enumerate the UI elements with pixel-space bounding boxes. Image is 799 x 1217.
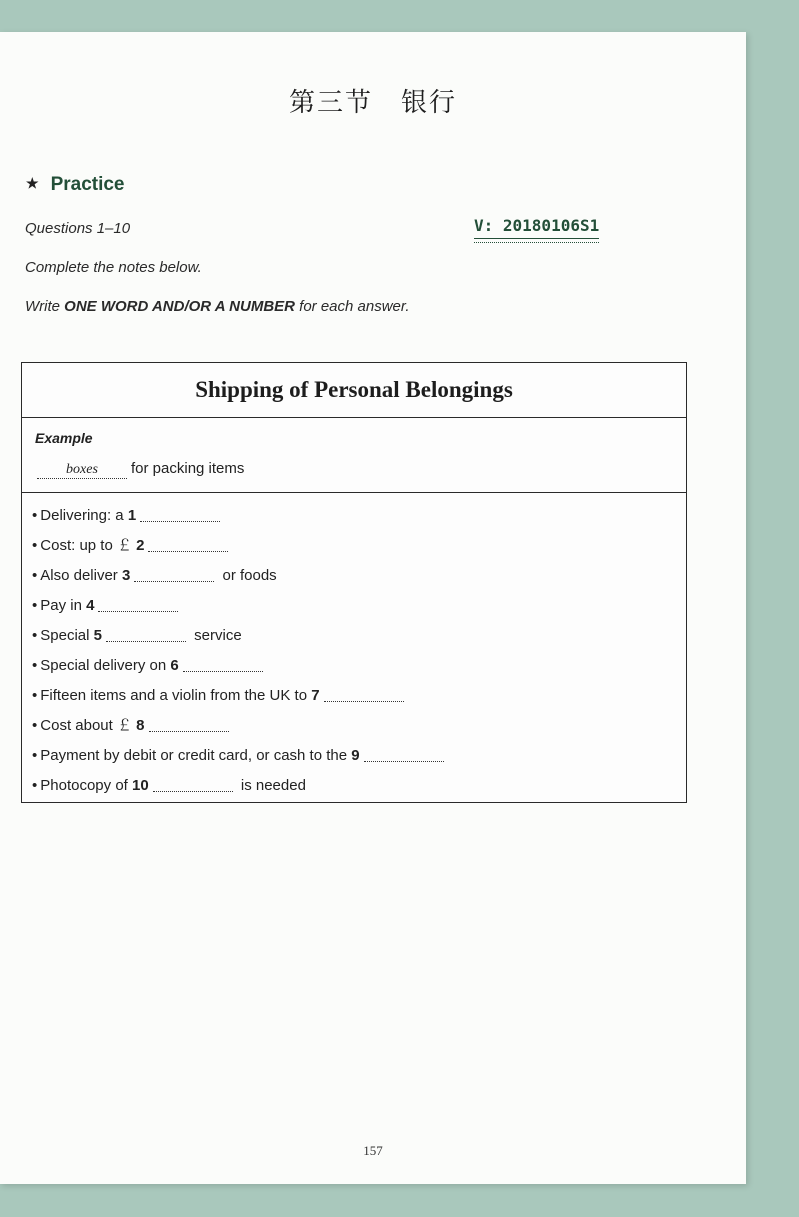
question-number: 5 [93,627,102,644]
bullet: • [32,627,38,644]
note-text: Also deliver [40,567,122,584]
page-sheet [0,32,746,1184]
instruction-suffix: for each answer. [295,298,410,315]
bullet: • [32,537,38,554]
answer-gap-10[interactable] [153,777,233,792]
note-text-after: or foods [218,567,277,584]
question-number: 8 [136,717,145,734]
note-text: Special delivery on [40,657,171,674]
question-number: 2 [136,537,145,554]
bullet: • [32,777,38,794]
question-number: 6 [170,657,179,674]
bullet: • [32,567,38,584]
question-number: 9 [351,747,360,764]
question-number: 3 [121,567,131,584]
bullet: • [32,507,38,524]
question-number: 7 [311,687,320,704]
question-number: 10 [132,777,149,794]
note-text: Special [40,627,94,644]
question-number: 1 [127,507,137,524]
question-number: 4 [86,597,95,614]
notes-box [21,362,687,803]
answer-gap-5[interactable] [106,627,186,642]
note-item-7 [22,685,686,715]
bullet: • [32,597,38,614]
note-item-6 [22,655,686,685]
answer-gap-7[interactable] [324,687,404,702]
note-text: Cost about ￡ [40,717,137,734]
note-item-8 [22,715,686,745]
note-text: Pay in [40,597,87,614]
page-number: 157 [363,1143,383,1158]
example-line [37,460,244,479]
bullet: • [32,717,38,734]
example-text: for packing items [131,460,245,477]
answer-gap-1[interactable] [140,507,220,522]
note-item-2 [22,535,686,565]
instruction-complete: Complete the notes below. [25,259,202,276]
note-text: Cost: up to ￡ [40,537,137,554]
notes-list [22,493,686,805]
note-item-9 [22,745,686,775]
note-text: Payment by debit or credit card, or cash to the [40,747,352,764]
star-icon: ★ [26,175,39,191]
note-item-4 [22,595,686,625]
bullet: • [32,747,38,764]
note-item-10 [22,775,686,805]
note-text-after: service [189,627,242,644]
answer-gap-4[interactable] [98,597,178,612]
instruction-prefix: Write [25,298,65,315]
note-item-3 [22,565,686,595]
section-title: 第三节 银行 [288,88,457,118]
bullet: • [32,657,38,674]
answer-gap-9[interactable] [364,747,444,762]
practice-label: Practice [50,174,125,195]
instruction-word-limit [25,298,410,315]
note-item-1 [22,505,686,535]
note-text: Photocopy of [40,777,132,794]
practice-heading [26,174,125,196]
note-text-after: is needed [236,777,306,794]
answer-gap-8[interactable] [149,717,229,732]
example-label: Example [35,430,93,446]
answer-gap-3[interactable] [134,567,214,582]
instruction-emphasis: ONE WORD AND/OR A NUMBER [64,298,295,315]
note-text: Delivering: a [40,507,128,524]
note-item-5 [22,625,686,655]
note-text: Fifteen items and a violin from the UK to [40,687,312,704]
version-code: V: 20180106S1 [474,216,599,239]
bullet: • [32,687,38,704]
answer-gap-2[interactable] [148,537,228,552]
questions-range: Questions 1–10 [25,220,131,237]
example-answer: boxes [37,462,127,479]
example-area [22,418,686,493]
answer-gap-6[interactable] [183,657,263,672]
box-title: Shipping of Personal Belongings [22,363,686,418]
